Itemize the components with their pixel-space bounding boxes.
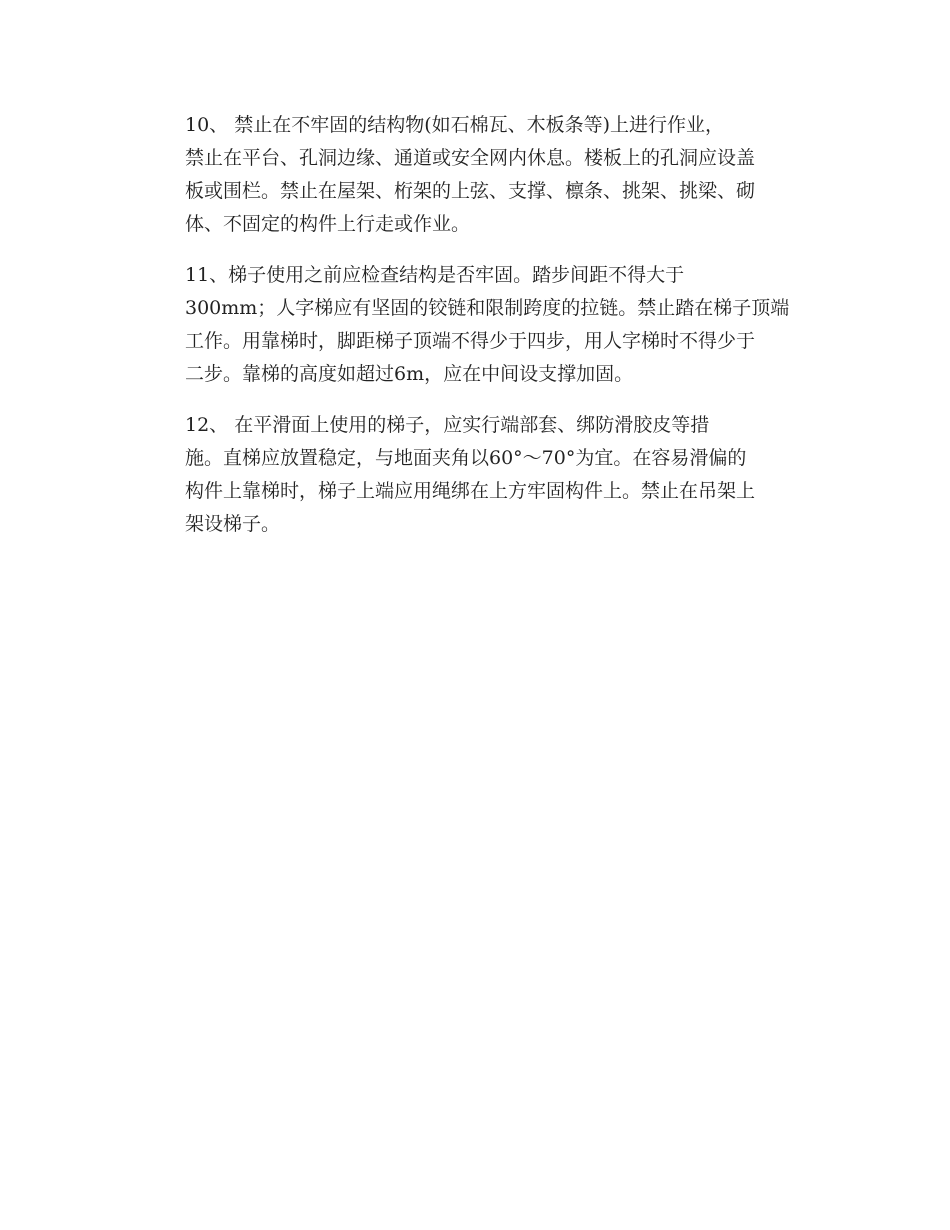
- text-line: 二步。靠梯的高度如超过6m，应在中间设支撑加固。: [185, 363, 634, 385]
- paragraph-item-10: [140, 109, 804, 241]
- text-line: 架设梯子。: [185, 513, 281, 535]
- text-line: 工作。用靠梯时，脚距梯子顶端不得少于四步，用人字梯时不得少于: [185, 330, 756, 352]
- text-line: 300mm；人字梯应有坚固的铰链和限制跨度的拉链。禁止踏在梯子顶端: [185, 297, 790, 319]
- text-line: 构件上靠梯时，梯子上端应用绳绑在上方牢固构件上。禁止在吊架上: [185, 480, 756, 502]
- paragraph-item-11: [140, 259, 804, 391]
- text-line: 体、不固定的构件上行走或作业。: [185, 213, 471, 235]
- paragraph-item-12: [140, 409, 804, 541]
- document-body: [140, 109, 804, 559]
- text-line: 11、梯子使用之前应检查结构是否牢固。踏步间距不得大于: [185, 264, 685, 286]
- text-line: 施。直梯应放置稳定，与地面夹角以60°～70°为宜。在容易滑偏的: [185, 447, 747, 469]
- text-line: 10、 禁止在不牢固的结构物(如石棉瓦、木板条等)上进行作业，: [185, 114, 725, 136]
- text-line: 12、 在平滑面上使用的梯子，应实行端部套、绑防滑胶皮等措: [185, 414, 710, 436]
- text-line: 板或围栏。禁止在屋架、桁架的上弦、支撑、檩条、挑架、挑梁、砌: [185, 180, 756, 202]
- text-line: 禁止在平台、孔洞边缘、通道或安全网内休息。楼板上的孔洞应设盖: [185, 147, 756, 169]
